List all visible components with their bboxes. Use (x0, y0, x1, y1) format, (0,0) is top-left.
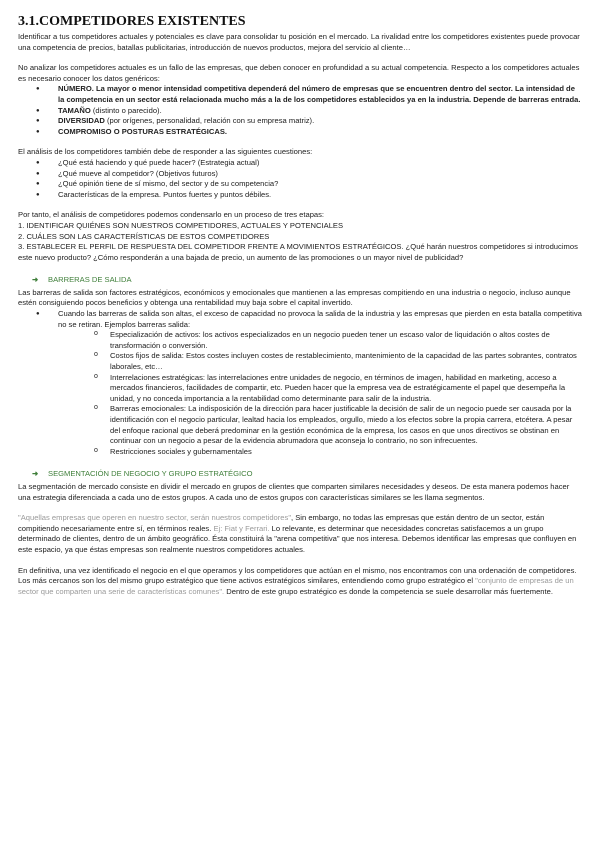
stage-3: 3. ESTABLECER EL PERFIL DE RESPUESTA DEL COMPETIDOR FRENTE A MOVIMIENTOS ESTRATÉGICOS. ¿Qué harán nuestros competidores si introducimos este nuevo producto? ¿Cómo responderán a una bajada de precio, un aumento de las promociones o un mayor nivel de publicidad? (18, 242, 578, 262)
segmentacion-paragraph-3: En definitiva, una vez identificado el negocio en el que operamos y los competidores que actúan en el mismo, nos encontramos con una ordenación de competidores. Los más cercanos son los del mismo grupo estratégico que tiene activos estratégicos similares, entendiendo como grupo estratégico el "conjunto de empresas de un sector que comparten una serie de características comunes". Dentro de este grupo estratégico es donde la competencia se suele desarrollar más fuertemente. (18, 565, 577, 596)
list-item: ● Características de la empresa. Puntos fuertes y puntos débiles. (58, 190, 582, 201)
list-item: ● DIVERSIDAD (por orígenes, personalidad, relación con su empresa matriz). (58, 116, 582, 127)
list-item: o Restricciones sociales y gubernamentales (110, 447, 582, 458)
intro-paragraph: Identificar a tus competidores actuales y potenciales es clave para consolidar tu posición en el mercado. La rivalidad entre los competidores existentes puede provocar una competencia de precios, batallas publicitarias, introducción de nuevos productos, mejora del servicio al cliente… (18, 32, 580, 52)
list-item: ● TAMAÑO (distinto o parecido). (58, 106, 582, 117)
list-item: ● ¿Qué opinión tiene de sí mismo, del sector y de su competencia? (58, 179, 582, 190)
questions-list (18, 158, 582, 200)
segmentacion-paragraph-2: "Aquellas empresas que operen en nuestro sector, serán nuestros competidores", Sin embargo, no todas las empresas que están dentro de un sector, están compitiendo necesariamente entre sí, en términos reales. Ej: Fiat y Ferrari. Lo relevante, es determinar que necesidades concretas satisfacemos a un grupo determinado de clientes, dentro de un ámbito geográfico. Ésta constituirá la "arena competitiva" que nos interesa. Debemos identificar las empresas que confluyen en este espacio, ya que éstas empresas son realmente nuestros competidores actuales. (18, 513, 577, 554)
list-item: ● Cuando las barreras de salida son altas, el exceso de capacidad no provoca la salida de la industria y las empresas que pierden en esta batalla competitiva no se retiran. Ejemplos barreras salida: o Especialización de activos: los activos especializados en un negocio pueden tener un escaso valor de liquidación o altos costes de transformación o conversión. o Costos fijos de salida: Estos costes incluyen costes de restablecimiento, mantenimiento de la capacidad de las partes sobrantes, contratos laborales, etc… o Interrelaciones estratégicas: las interrelaciones entre unidades de negocio, en términos de imagen, habilidad en marketing, acceso a mercados financieros, facilidades de compartir, etc. Pueden hacer que la empresa vea de estratégicamente el papel que desempeña la unidad, y no conceda importancia a la rentabilidad como determinante para salir de la industria. o Barreras emocionales: La indisposición de la dirección para hacer justificable la decisión de salir de un negocio puede ser causada por la identificación con el negocio particular, lealtad hacia los empleados, orgullo, miedo a los efectos sobre la propia carrera, etcétera. A pesar del enfoque racional que deberá predominar en la gestión económica de la empresa, los casos en que unos directivos se obstinan en continuar con un negocio a pesar de la evidencia abrumadora que aconseja lo contrario, no son infrecuentes. o Restricciones sociales y gubernamentales (58, 309, 582, 457)
arrow-right-icon: ➜ (32, 469, 39, 479)
list-item: o Barreras emocionales: La indisposición de la dirección para hacer justificable la decisión de salir de un negocio puede ser causada por la identificación con el negocio particular, lealtad hacia los empleados, orgullo, miedo a los efectos sobre la propia carrera, etcétera. A pesar del enfoque racional que deberá predominar en la gestión económica de la empresa, los casos en que unos directivos se obstinan en continuar con un negocio a pesar de la evidencia abrumadora que aconseja lo contrario, no son infrecuentes. (110, 404, 582, 446)
list-item: o Costos fijos de salida: Estos costes incluyen costes de restablecimiento, mantenimiento de la capacidad de las partes sobrantes, contratos laborales, etc… (110, 351, 582, 372)
arrow-right-icon: ➜ (32, 275, 39, 285)
section-heading-barreras: ➜ BARRERAS DE SALIDA (32, 275, 132, 285)
list-item: o Interrelaciones estratégicas: las interrelaciones entre unidades de negocio, en términos de imagen, habilidad en marketing, acceso a mercados financieros, facilidades de compartir, etc. Pueden hacer que la empresa vea de estratégicamente el papel que desempeña la unidad, y no conceda importancia a la rentabilidad como determinante para salir de la industria. (110, 373, 582, 405)
barreras-intro: Las barreras de salida son factores estratégicos, económicos y emocionales que mantienen a las empresas compitiendo en una industria o negocio, incluso aunque estén consiguiendo pocos beneficios y obtenga una rentabilidad muy baja sobre el capital invertido. (18, 287, 571, 308)
generic-data-paragraph: No analizar los competidores actuales es un fallo de las empresas, que deben conocer en profundidad a su actual competencia. Respecto a los competidores actuales es necesario conocer los datos genéricos: (18, 63, 580, 83)
list-item: ● NÚMERO. La mayor o menor intensidad competitiva dependerá del número de empresas que se encuentren dentro del sector. La intensidad de la competencia en un sector está relacionada mucho más a la de los competidores establecidos ya en la industria. Depende de barreras entrada. (58, 84, 582, 105)
page-title: 3.1.COMPETIDORES EXISTENTES (18, 14, 246, 29)
barreras-list (18, 309, 582, 457)
list-item: o Especialización de activos: los activos especializados en un negocio pueden tener un escaso valor de liquidación o altos costes de transformación o conversión. (110, 330, 582, 351)
list-item: ● ¿Qué mueve al competidor? (Objetivos futuros) (58, 169, 582, 180)
stage-1: 1. IDENTIFICAR QUIÉNES SON NUESTROS COMPETIDORES, ACTUALES Y POTENCIALES (18, 220, 344, 230)
generic-data-list (18, 84, 582, 137)
barreras-sublist (58, 330, 582, 457)
section-heading-segmentacion: ➜ SEGMENTACIÓN DE NEGOCIO Y GRUPO ESTRATÉGICO (32, 469, 253, 479)
list-item: ● ¿Qué está haciendo y qué puede hacer? (Estrategia actual) (58, 158, 582, 169)
list-item: ● COMPROMISO O POSTURAS ESTRATÉGICAS. (58, 127, 582, 138)
segmentacion-paragraph-1: La segmentación de mercado consiste en dividir el mercado en grupos de clientes que comparten similares necesidades y deseos. De esta manera podemos hacer una estrategia diferenciada a cada uno de estos grupos. A cada uno de estos grupos con características similares se les llama segmentos. (18, 481, 570, 502)
questions-paragraph: El análisis de los competidores también debe de responder a las siguientes cuestiones: (18, 147, 313, 157)
stages-paragraph: Por tanto, el análisis de competidores podemos condensarlo en un proceso de tres etapas: (18, 210, 325, 220)
stage-2: 2. CUÁLES SON LAS CARACTERÍSTICAS DE ESTOS COMPETIDORES (18, 231, 270, 241)
